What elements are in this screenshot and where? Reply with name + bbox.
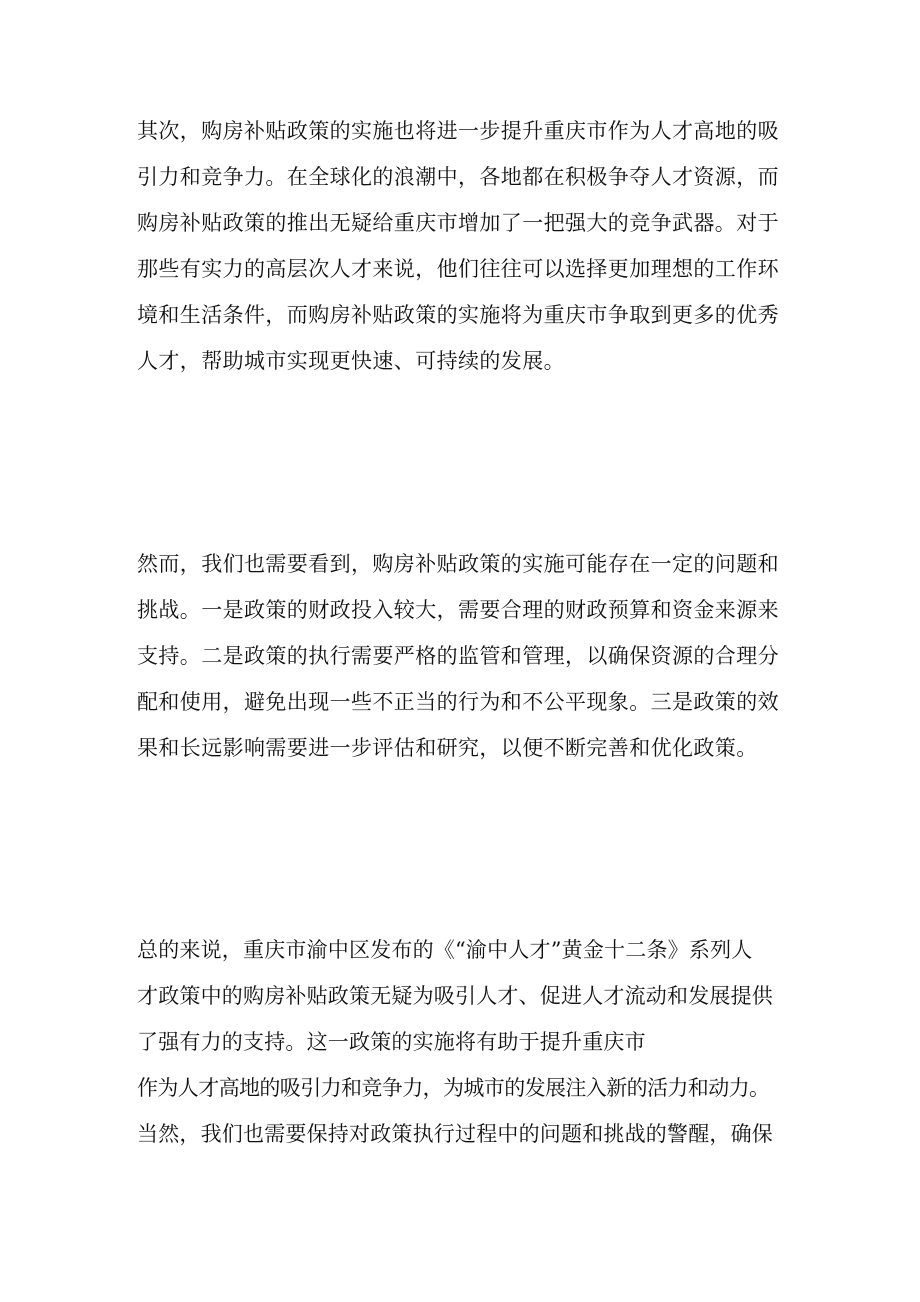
text-line: 境和生活条件，而购房补贴政策的实施将为重庆市争取到更多的优秀 <box>137 303 779 327</box>
text-line: 人才，帮助城市实现更快速、可持续的发展。 <box>137 349 565 373</box>
text-line: 然而，我们也需要看到，购房补贴政策的实施可能存在一定的问题和 <box>137 552 779 576</box>
text-line: 支持。二是政策的执行需要严格的监管和管理，以确保资源的合理分 <box>137 644 779 668</box>
text-line: 引力和竞争力。在全球化的浪潮中，各地都在积极争夺人才资源，而 <box>137 165 779 189</box>
paragraph-talent-attraction <box>137 108 797 384</box>
text-line: 其次，购房补贴政策的实施也将进一步提升重庆市作为人才高地的吸 <box>137 119 779 143</box>
text-line: 购房补贴政策的推出无疑给重庆市增加了一把强大的竞争武器。对于 <box>137 211 779 235</box>
paragraph-challenges <box>137 541 797 771</box>
text-line: 总的来说，重庆市渝中区发布的《“渝中人才”黄金十二条》系列人 <box>137 938 753 962</box>
text-line: 挑战。一是政策的财政投入较大，需要合理的财政预算和资金来源来 <box>137 598 779 622</box>
text-line: 当然，我们也需要保持对政策执行过程中的问题和挑战的警醒，确保 <box>137 1122 773 1146</box>
text-line: 才政策中的购房补贴政策无疑为吸引人才、促进人才流动和发展提供 <box>137 984 773 1008</box>
text-line: 那些有实力的高层次人才来说，他们往往可以选择更加理想的工作环 <box>137 257 779 281</box>
text-line: 果和长远影响需要进一步评估和研究，以便不断完善和优化政策。 <box>137 736 758 760</box>
text-line: 配和使用，避免出现一些不正当的行为和不公平现象。三是政策的效 <box>137 690 779 714</box>
text-line: 作为人才高地的吸引力和竞争力，为城市的发展注入新的活力和动力。 <box>137 1076 770 1100</box>
text-line: 了强有力的支持。这一政策的实施将有助于提升重庆市 <box>137 1030 646 1054</box>
paragraph-conclusion <box>137 927 797 1157</box>
